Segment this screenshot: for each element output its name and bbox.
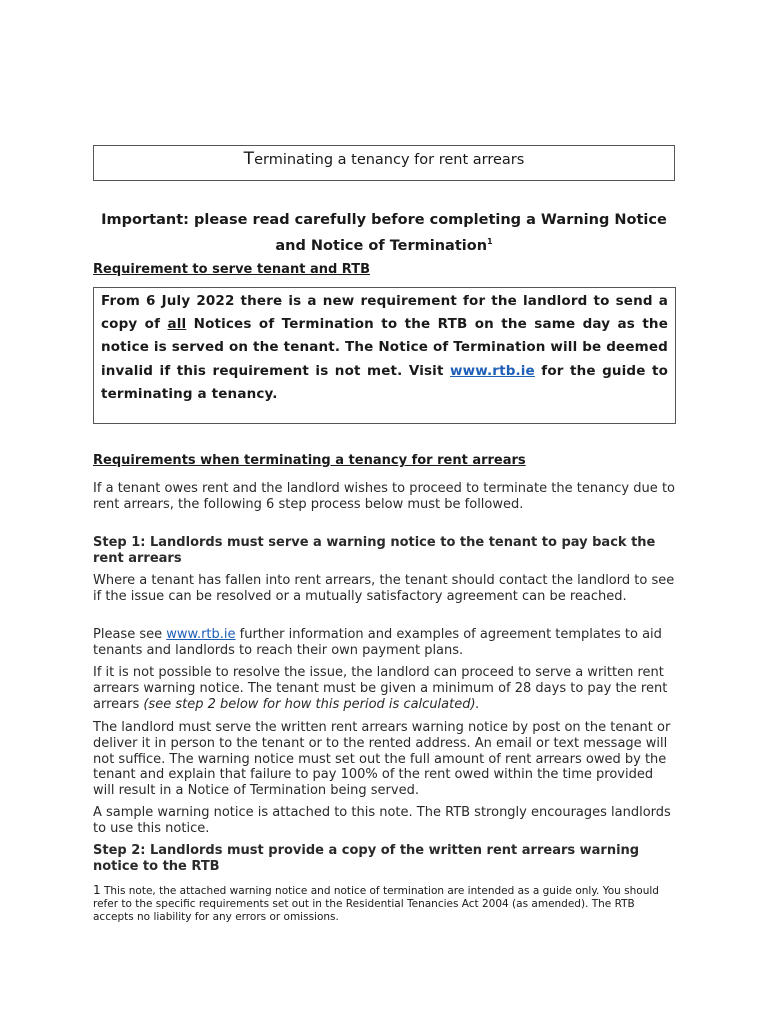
p3-italic-note: (see step 2 below for how this period is calculated).: [143, 696, 480, 712]
step1-paragraph-4: The landlord must serve the written rent arrears warning notice by post on the tenant or deliver it in person to the tenant or to the rented address. An email or text message will not suffice. The warning notice must set out the full amount of rent arrears owed by the tenant and explain that failure to pay 100% of the rent owed within the time provided will result in a Notice of Termination being served.: [93, 720, 671, 799]
step2-heading: Step 2: Landlords must provide a copy of the written rent arrears warning notice to the RTB: [93, 843, 640, 874]
step1-paragraph-3: [93, 665, 675, 712]
requirements-heading: Requirements when terminating a tenancy for rent arrears: [93, 453, 526, 468]
notice-text-part2: Notices of Termination to the RTB on the same day as the notice is served on the tenant. The Notice of Termination will be deemed invalid if this requirement is not met. Visit: [101, 316, 668, 379]
notice-text-part1: From 6 July 2022 there is a new requirement for the landlord to send a copy of: [101, 293, 668, 333]
step1-paragraph-5: A sample warning notice is attached to this note. The RTB strongly encourages landlords to use this notice.: [93, 805, 671, 836]
title-first-letter: T: [243, 149, 255, 169]
rtb-website-link[interactable]: www.rtb.ie: [450, 362, 535, 379]
intro-paragraph: If a tenant owes rent and the landlord wishes to proceed to terminate the tenancy due to rent arrears, the following 6 step process below must be followed.: [93, 481, 675, 512]
important-notice-heading: [93, 210, 675, 257]
footnote-reference[interactable]: 1: [487, 237, 493, 246]
important-text: Important: please read carefully before completing a Warning Notice and Notice of Termination: [101, 212, 667, 254]
requirement-heading: Requirement to serve tenant and RTB: [93, 262, 370, 277]
p2-text-after: further information and examples of agreement templates to aid tenants and landlords to reach their own payment plans.: [93, 627, 662, 658]
step1-paragraph-2: [93, 627, 675, 659]
rtb-agreement-link[interactable]: www.rtb.ie: [166, 627, 236, 642]
document-title-box: [93, 145, 675, 181]
footnote-text: This note, the attached warning notice and notice of termination are intended as a guide only. You should refer to the specific requirements set out in the Residential Tenancies Act 2004 (as amended). The RTB accepts no liability for any errors or omissions.: [93, 885, 659, 924]
title-text: erminating a tenancy for rent arrears: [254, 152, 525, 168]
step1-heading: Step 1: Landlords must serve a warning notice to the tenant to pay back the rent arrears: [93, 535, 656, 566]
notice-text-part3: for the guide to terminating a tenancy.: [101, 362, 669, 402]
rtb-requirement-box: [93, 287, 676, 424]
notice-emphasis: all: [167, 316, 187, 333]
p2-text-before: Please see: [93, 627, 167, 642]
p3-text: If it is not possible to resolve the issue, the landlord can proceed to serve a written rent arrears warning notice. The tenant must be given a minimum of 28 days to pay the rent arrears: [93, 665, 668, 712]
footnote-number: 1: [93, 883, 101, 897]
footnote: [93, 884, 675, 925]
step1-paragraph-1: Where a tenant has fallen into rent arrears, the tenant should contact the landlord to see if the issue can be resolved or a mutually satisfactory agreement can be reached.: [93, 573, 675, 604]
